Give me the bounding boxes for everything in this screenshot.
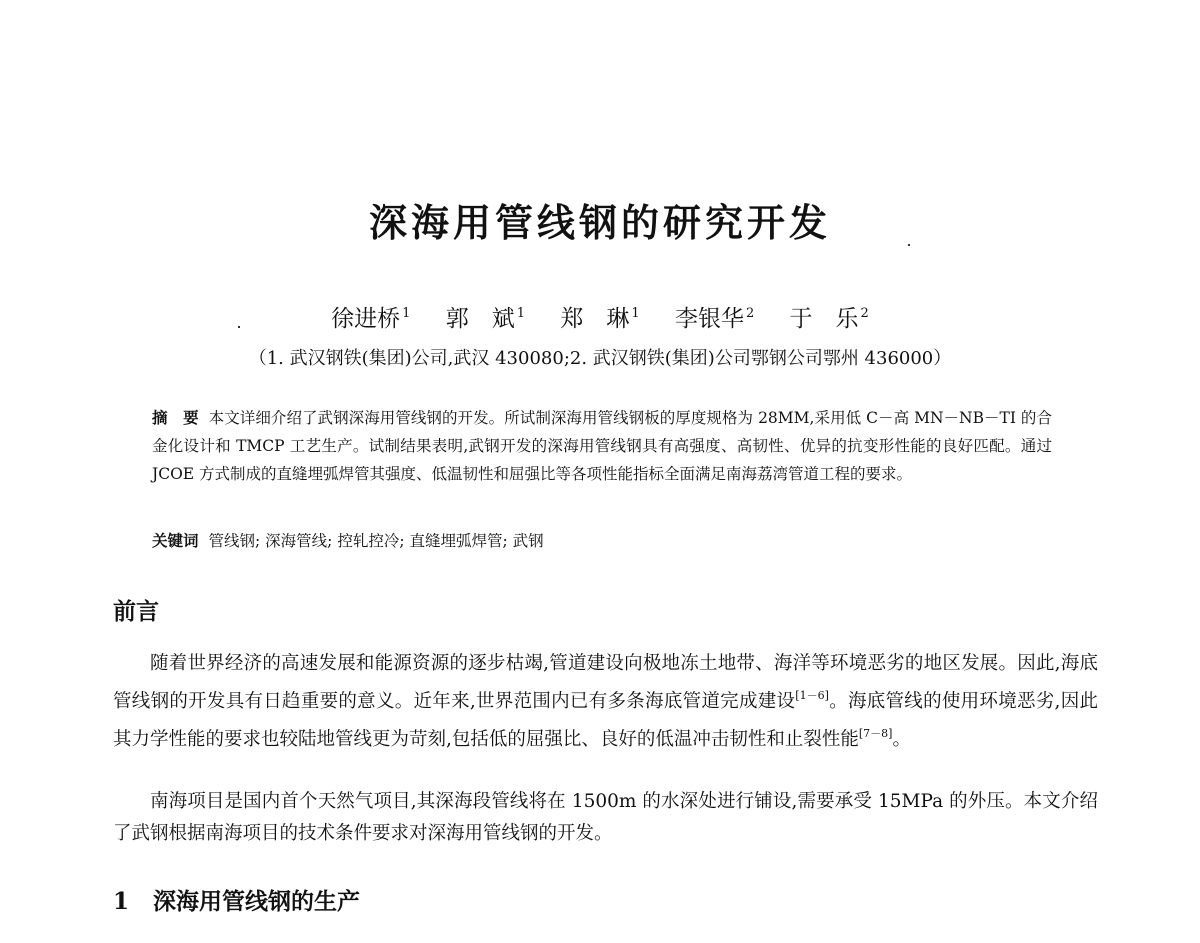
keywords bbox=[152, 527, 1052, 555]
section-heading-1 bbox=[113, 883, 360, 916]
citation: [7－8] bbox=[858, 727, 893, 740]
section-number: 1 bbox=[113, 888, 130, 915]
intro-paragraph-2: 南海项目是国内首个天然气项目,其深海段管线将在 1500m 的水深处进行铺设,需要承受 15MPa 的外压。本文介绍了武钢根据南海项目的技术条件要求对深海用管线钢的开发。 bbox=[113, 791, 1098, 844]
paper-title: 深海用管线钢的研究开发 bbox=[368, 201, 831, 245]
author: 于 乐 $^2$ bbox=[789, 306, 869, 332]
intro-paragraph-1: 随着世界经济的高速发展和能源资源的逐步枯竭,管道建设向极地冻土地带、海洋等环境恶劣的地区发展。因此,海底管线钢的开发具有日趋重要的意义。近年来,世界范围内已有多条海底管道完成建设[1－6]。海底管线的使用环境恶劣,因此其力学性能的要求也较陆地管线更为苛刻,包括低的屈强比、良好的低温冲击韧性和止裂性能[7－8]。 bbox=[113, 653, 1098, 750]
author: 徐进桥 $^1$ bbox=[331, 306, 411, 332]
citation: [1－6] bbox=[795, 689, 829, 702]
author-list bbox=[0, 300, 1200, 333]
author: 李银华 $^2$ bbox=[674, 306, 755, 332]
author: 郑 琳 $^1$ bbox=[560, 306, 640, 332]
keywords-label: 关键词 bbox=[152, 532, 199, 550]
abstract-text: 本文详细介绍了武钢深海用管线钢的开发。所试制深海用管线钢板的厚度规格为 28MM,采用低 C－高 MN－NB－TI 的合金化设计和 TMCP 工艺生产。试制结果表明,武钢开发的深海用管线钢具有高强度、高韧性、优异的抗变形性能的良好匹配。通过 JCOE 方式制成的直缝埋弧焊管其强度、低温韧性和屈强比等各项性能指标全面满足南海荔湾管道工程的要求。 bbox=[152, 409, 1052, 483]
scan-speck bbox=[238, 326, 240, 328]
abstract-label: 摘 要 bbox=[152, 409, 199, 427]
author: 郭 斌 $^1$ bbox=[445, 306, 526, 332]
section-heading-intro: 前言 bbox=[113, 599, 159, 625]
keywords-text: 管线钢; 深海管线; 控轧控冷; 直缝埋弧焊管; 武钢 bbox=[208, 532, 544, 550]
section-title: 深海用管线钢的生产 bbox=[153, 889, 361, 915]
scan-speck bbox=[908, 244, 910, 246]
affiliation: （1. 武汉钢铁(集团)公司,武汉 430080;2. 武汉钢铁(集团)公司鄂钢公司鄂州 436000） bbox=[248, 348, 952, 369]
abstract bbox=[152, 404, 1052, 488]
